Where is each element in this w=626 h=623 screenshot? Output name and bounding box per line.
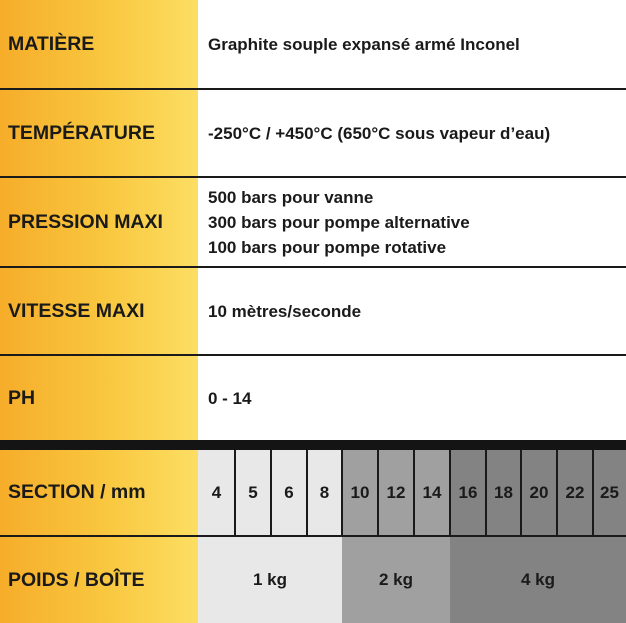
pression-line-2: 300 bars pour pompe alternative	[208, 212, 470, 232]
poids-label: POIDS / BOÎTE	[0, 537, 198, 623]
section-cell: 18	[486, 450, 521, 535]
cell-divider	[377, 450, 379, 535]
matiere-label: MATIÈRE	[0, 0, 198, 88]
vitesse-maxi-label: VITESSE MAXI	[0, 268, 198, 354]
cell-divider	[592, 450, 594, 535]
cell-divider	[556, 450, 558, 535]
cell-divider	[449, 450, 451, 535]
cell-divider	[306, 450, 308, 535]
section-cell: 20	[521, 450, 557, 535]
section-cell: 25	[593, 450, 626, 535]
cell-divider	[520, 450, 522, 535]
section-cell: 12	[378, 450, 414, 535]
section-cell: 16	[450, 450, 486, 535]
ph-value-line: 0 - 14	[208, 388, 252, 408]
section-cell: 8	[307, 450, 342, 535]
section-cell: 10	[342, 450, 378, 535]
cell-divider	[413, 450, 415, 535]
cell-divider	[341, 450, 343, 535]
pression-line-3: 100 bars pour pompe rotative	[208, 237, 447, 257]
poids-group: 1 kg	[198, 537, 342, 623]
ph-label: PH	[0, 356, 198, 440]
matiere-value	[198, 0, 626, 88]
vitesse-maxi-value	[198, 268, 626, 354]
poids-group: 2 kg	[342, 537, 450, 623]
temperature-label: TEMPÉRATURE	[0, 90, 198, 176]
pression-maxi-value	[198, 178, 626, 266]
pression-line-1: 500 bars pour vanne	[208, 187, 374, 207]
pression-maxi-label: PRESSION MAXI	[0, 178, 198, 266]
section-label: SECTION / mm	[0, 450, 198, 535]
temperature-value-line: -250°C / +450°C (650°C sous vapeur d’eau)	[208, 123, 551, 143]
section-divider	[0, 440, 626, 450]
cell-divider	[485, 450, 487, 535]
vitesse-value-line: 10 mètres/seconde	[208, 301, 362, 321]
temperature-value	[198, 90, 626, 176]
section-cell: 5	[235, 450, 271, 535]
section-cell: 4	[198, 450, 235, 535]
poids-group: 4 kg	[450, 537, 626, 623]
section-cell: 6	[271, 450, 307, 535]
cell-divider	[234, 450, 236, 535]
section-cell: 14	[414, 450, 450, 535]
ph-value	[198, 356, 626, 440]
matiere-value-line: Graphite souple expansé armé Inconel	[208, 34, 520, 54]
cell-divider	[270, 450, 272, 535]
section-cell: 22	[557, 450, 593, 535]
